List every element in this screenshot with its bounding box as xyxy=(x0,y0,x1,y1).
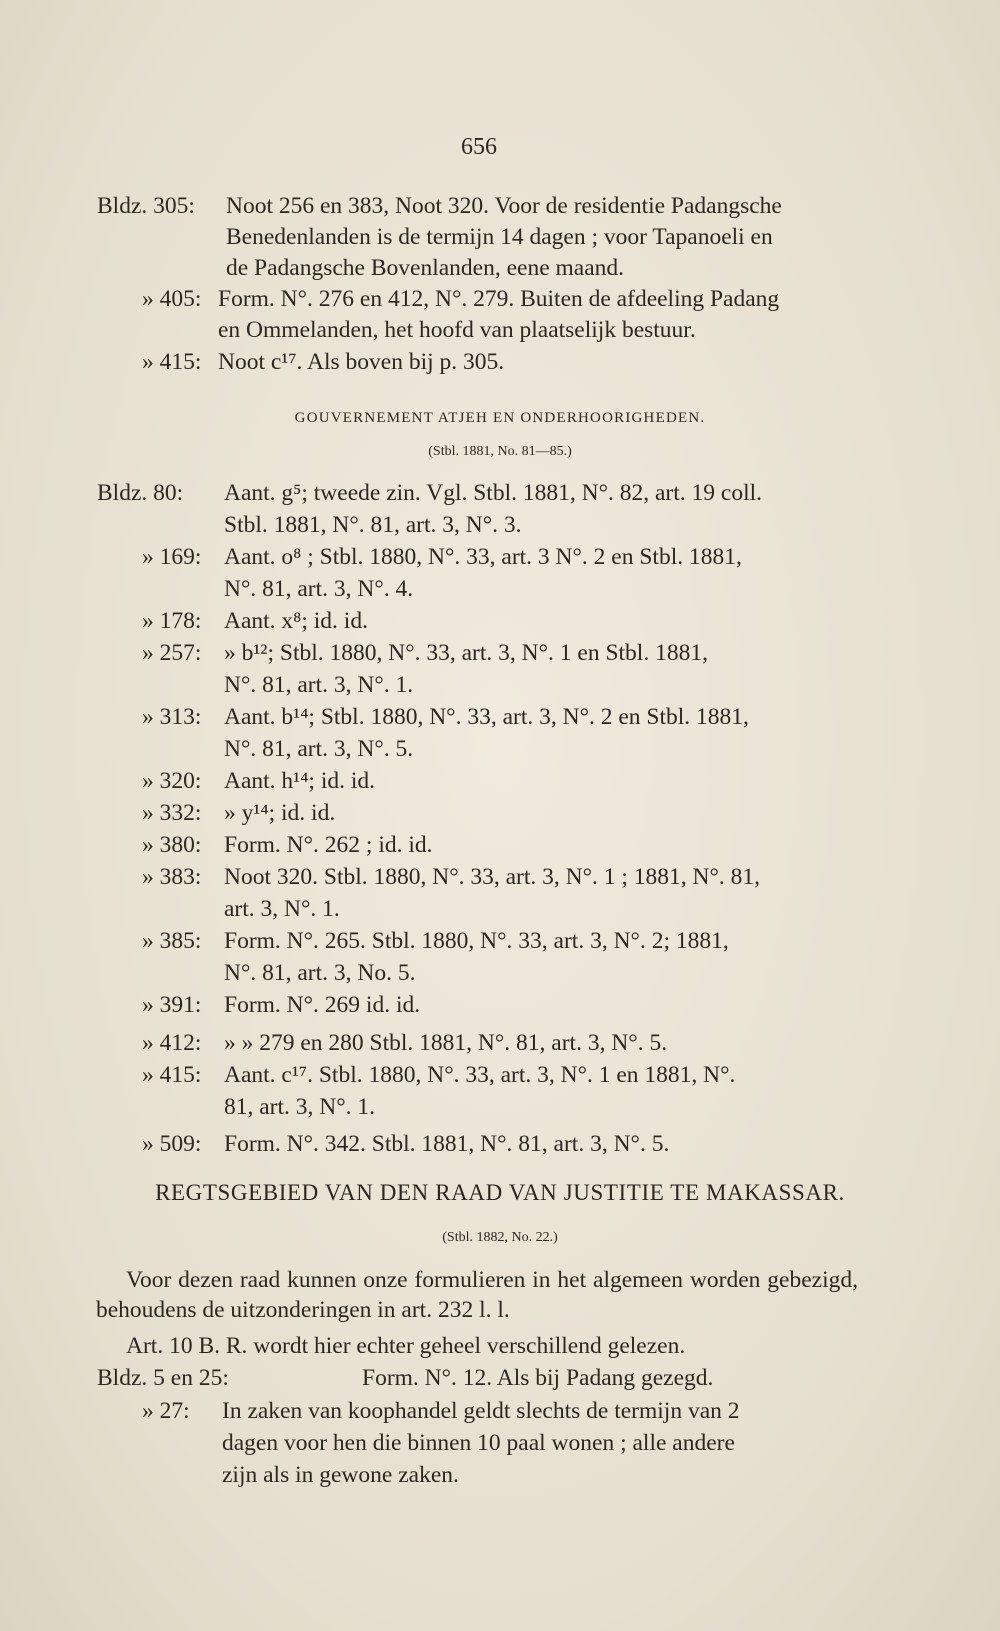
entry-line: » » 279 en 280 Stbl. 1881, N°. 81, art. 3, N°. 5. xyxy=(224,1030,668,1056)
entry-label: » 178: xyxy=(142,608,202,634)
section-heading: REGTSGEBIED VAN DEN RAAD VAN JUSTITIE TE MAKASSAR. xyxy=(155,1180,845,1205)
entry-line: N°. 81, art. 3, N°. 4. xyxy=(224,576,414,602)
entry-label: » 169: xyxy=(142,544,202,570)
entry-line: zijn als in gewone zaken. xyxy=(222,1462,459,1488)
entry-line: Aant. x⁸; id. id. xyxy=(224,608,368,634)
entry-label: Bldz. 305: xyxy=(97,193,195,219)
entry-line: N°. 81, art. 3, N°. 1. xyxy=(224,672,414,698)
section-heading: GOUVERNEMENT ATJEH EN ONDERHOORIGHEDEN. xyxy=(294,410,706,426)
entry-label: Bldz. 80: xyxy=(97,480,184,506)
entry-line: Stbl. 1881, N°. 81, art. 3, N°. 3. xyxy=(224,512,522,538)
entry-line: Form. N°. 269 id. id. xyxy=(224,992,421,1018)
entry-line: Benedenlanden is de termijn 14 dagen ; voor Tapanoeli en xyxy=(226,224,773,250)
entry-label: Bldz. 5 en 25: xyxy=(97,1365,229,1391)
entry-label: » 509: xyxy=(142,1131,202,1157)
entry-line: en Ommelanden, het hoofd van plaatselijk bestuur. xyxy=(218,317,696,343)
entry-line: 81, art. 3, N°. 1. xyxy=(224,1094,376,1120)
entry-label: » 320: xyxy=(142,768,202,794)
entry-line: art. 3, N°. 1. xyxy=(224,896,340,922)
entry-line: Aant. c¹⁷. Stbl. 1880, N°. 33, art. 3, N°. 1 en 1881, N°. xyxy=(224,1062,736,1088)
entry-line: N°. 81, art. 3, No. 5. xyxy=(224,960,416,986)
entry-label: » 385: xyxy=(142,928,202,954)
entry-line: Noot c¹⁷. Als boven bij p. 305. xyxy=(218,349,505,375)
entry-line: Noot 256 en 383, Noot 320. Voor de residentie Padangsche xyxy=(226,193,782,219)
entry-line: Form. N°. 12. Als bij Padang gezegd. xyxy=(362,1365,714,1391)
entry-label: » 332: xyxy=(142,800,202,826)
entry-label: » 257: xyxy=(142,640,202,666)
entry-line: Form. N°. 265. Stbl. 1880, N°. 33, art. 3, N°. 2; 1881, xyxy=(224,928,729,954)
entry-label: » 405: xyxy=(142,286,202,312)
entry-label: » 27: xyxy=(142,1398,190,1424)
entry-line: dagen voor hen die binnen 10 paal wonen ; alle andere xyxy=(222,1430,735,1456)
entry-label: » 313: xyxy=(142,704,202,730)
entry-line: Noot 320. Stbl. 1880, N°. 33, art. 3, N°. 1 ; 1881, N°. 81, xyxy=(224,864,761,890)
entry-line: Form. N°. 276 en 412, N°. 279. Buiten de afdeeling Padang xyxy=(218,286,780,312)
entry-line: In zaken van koophandel geldt slechts de termijn van 2 xyxy=(222,1398,740,1424)
entry-label: » 380: xyxy=(142,832,202,858)
entry-line: Aant. o⁸ ; Stbl. 1880, N°. 33, art. 3 N°. 2 en Stbl. 1881, xyxy=(224,544,742,570)
section-reference: (Stbl. 1882, No. 22.) xyxy=(442,1230,558,1245)
entry-line: Aant. b¹⁴; Stbl. 1880, N°. 33, art. 3, N°. 2 en Stbl. 1881, xyxy=(224,704,749,730)
entry-label: » 415: xyxy=(142,1062,202,1088)
entry-line: Aant. g⁵; tweede zin. Vgl. Stbl. 1881, N°. 82, art. 19 coll. xyxy=(224,480,762,506)
entry-line: » y¹⁴; id. id. xyxy=(224,800,336,826)
section-reference: (Stbl. 1881, No. 81—85.) xyxy=(428,444,572,459)
entry-line: Form. N°. 342. Stbl. 1881, N°. 81, art. 3, N°. 5. xyxy=(224,1131,670,1157)
entry-line: Aant. h¹⁴; id. id. xyxy=(224,768,376,794)
entry-label: » 391: xyxy=(142,992,202,1018)
entry-label: » 383: xyxy=(142,864,202,890)
entry-line: Form. N°. 262 ; id. id. xyxy=(224,832,433,858)
paragraph-line: Art. 10 B. R. wordt hier echter geheel verschillend gelezen. xyxy=(126,1333,686,1359)
entry-line: de Padangsche Bovenlanden, eene maand. xyxy=(226,255,625,281)
entry-line: N°. 81, art. 3, N°. 5. xyxy=(224,736,414,762)
page-number: 656 xyxy=(461,134,497,160)
paragraph: Voor dezen raad kunnen onze formulieren in het algemeen worden gebezigd, behoudens de uitzonderingen in art. 232 l. l. xyxy=(96,1267,858,1323)
entry-line: » b¹²; Stbl. 1880, N°. 33, art. 3, N°. 1 en Stbl. 1881, xyxy=(224,640,708,666)
entry-label: » 412: xyxy=(142,1030,202,1056)
entry-label: » 415: xyxy=(142,349,202,375)
